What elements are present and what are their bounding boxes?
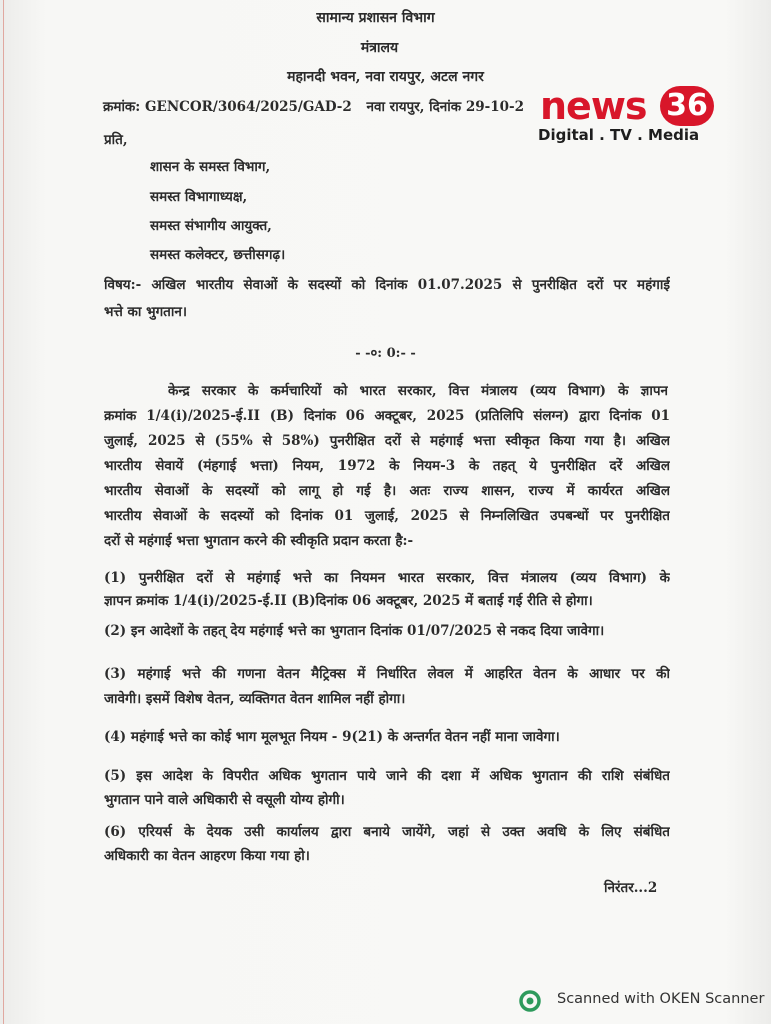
clause-1-line-1: (1) पुनरीक्षित दरों से महंगाई भत्ते का नियमन भारत सरकार, वित्त मंत्रालय (व्यय विभाग) के [104, 570, 670, 586]
ministry-heading: मंत्रालय [360, 40, 399, 56]
scanner-text: Scanned with OKEN Scanner [557, 991, 765, 1007]
reference-label: क्रमांक: [103, 99, 141, 115]
subject-line-2: भत्ते का भुगतान। [104, 304, 187, 320]
clause-3-line-2: जावेगी। इसमें विशेष वेतन, व्यक्तिगत वेतन शामिल नहीं होगा। [104, 691, 406, 707]
intro-line-2: क्रमांक 1/4(i)/2025-ई.II (B) दिनांक 06 अक्टूबर, 2025 (प्रतिलिपि संलग्न) द्वारा दिनांक 01 [104, 408, 670, 424]
oken-scanner-icon [519, 990, 541, 1012]
logo-mark [536, 86, 716, 126]
page-edge-line [3, 0, 4, 1024]
to-label: प्रति, [104, 132, 128, 148]
intro-line-5: भारतीय सेवाओं के सदस्यों को लागू हो गई है। अतः राज्य शासन, राज्य में कार्यरत अखिल [104, 483, 670, 499]
continuation-note: निरंतर...2 [604, 880, 658, 896]
clause-2-line-1: (2) इन आदेशों के तहत् देय महंगाई भत्ते का भुगतान दिनांक 01/07/2025 से नकद दिया जावेगा। [104, 623, 605, 639]
clause-5-line-2: भुगतान पाने वाले अधिकारी से वसूली योग्य होगी। [104, 792, 345, 808]
intro-line-4: भारतीय सेवायें (मंहगाई भत्ता) नियम, 1972 के नियम-3 के तहत् ये पुनरीक्षित दरें अखिल [104, 458, 670, 474]
logo-number: 36 [666, 88, 708, 123]
separator: - -०: 0:- - [355, 346, 416, 361]
addressee-1: शासन के समस्त विभाग, [150, 159, 271, 175]
news36-logo [536, 86, 716, 146]
address-heading: महानदी भवन, नवा रायपुर, अटल नगर [287, 69, 484, 85]
clause-4-line-1: (4) महंगाई भत्ते का कोई भाग मूलभूत नियम - 9(21) के अन्तर्गत वेतन नहीं माना जावेगा। [104, 729, 560, 745]
subject-line-1: विषय:- अखिल भारतीय सेवाओं के सदस्यों को दिनांक 01.07.2025 से पुनरीक्षित दरों पर महंगाई [104, 277, 670, 293]
intro-line-1: केन्द्र सरकार के कर्मचारियों को भारत सरकार, वित्त मंत्रालय (व्यय विभाग) के ज्ञापन [168, 383, 668, 399]
clause-3-line-1: (3) महंगाई भत्ते की गणना वेतन मैट्रिक्स में निर्धारित लेवल में आहरित वेतन के आधार पर की [104, 666, 670, 682]
reference-place-date: नवा रायपुर, दिनांक 29-10-2 [366, 99, 525, 115]
reference-line [103, 97, 524, 115]
clause-1-line-2: ज्ञापन क्रमांक 1/4(i)/2025-ई.II (B)दिनांक 06 अक्टूबर, 2025 में बताई गई रीति से होगा। [104, 593, 593, 609]
clause-5-line-1: (5) इस आदेश के विपरीत अधिक भुगतान पाये जाने की दशा में अधिक भुगतान की राशि संबंधित [104, 768, 670, 784]
logo-tagline: Digital . TV . Media [538, 126, 700, 144]
department-heading: सामान्य प्रशासन विभाग [316, 10, 435, 26]
addressee-4: समस्त कलेक्टर, छत्तीसगढ़। [150, 247, 286, 263]
logo-word: news [540, 84, 647, 128]
intro-line-3: जुलाई, 2025 से (55% से 58%) पुनरीक्षित दरों से महंगाई भत्ता स्वीकृत किया गया है। अखिल [104, 433, 670, 449]
clause-6-line-1: (6) एरियर्स के देयक उसी कार्यालय द्वारा बनाये जायेंगे, जहां से उक्त अवधि के लिए संबंधित [104, 824, 670, 840]
addressee-3: समस्त संभागीय आयुक्त, [150, 218, 272, 234]
intro-line-6: भारतीय सेवाओं के सदस्यों को दिनांक 01 जुलाई, 2025 से निम्नलिखित उपबन्धों पर पुनरीक्षित [104, 508, 670, 524]
addressee-2: समस्त विभागाध्यक्ष, [150, 189, 248, 205]
reference-number: GENCOR/3064/2025/GAD-2 [145, 99, 352, 115]
clause-6-line-2: अधिकारी का वेतन आहरण किया गया हो। [104, 848, 310, 864]
intro-line-7: दरों से महंगाई भत्ता भुगतान करने की स्वीकृति प्रदान करता है:- [104, 533, 414, 549]
